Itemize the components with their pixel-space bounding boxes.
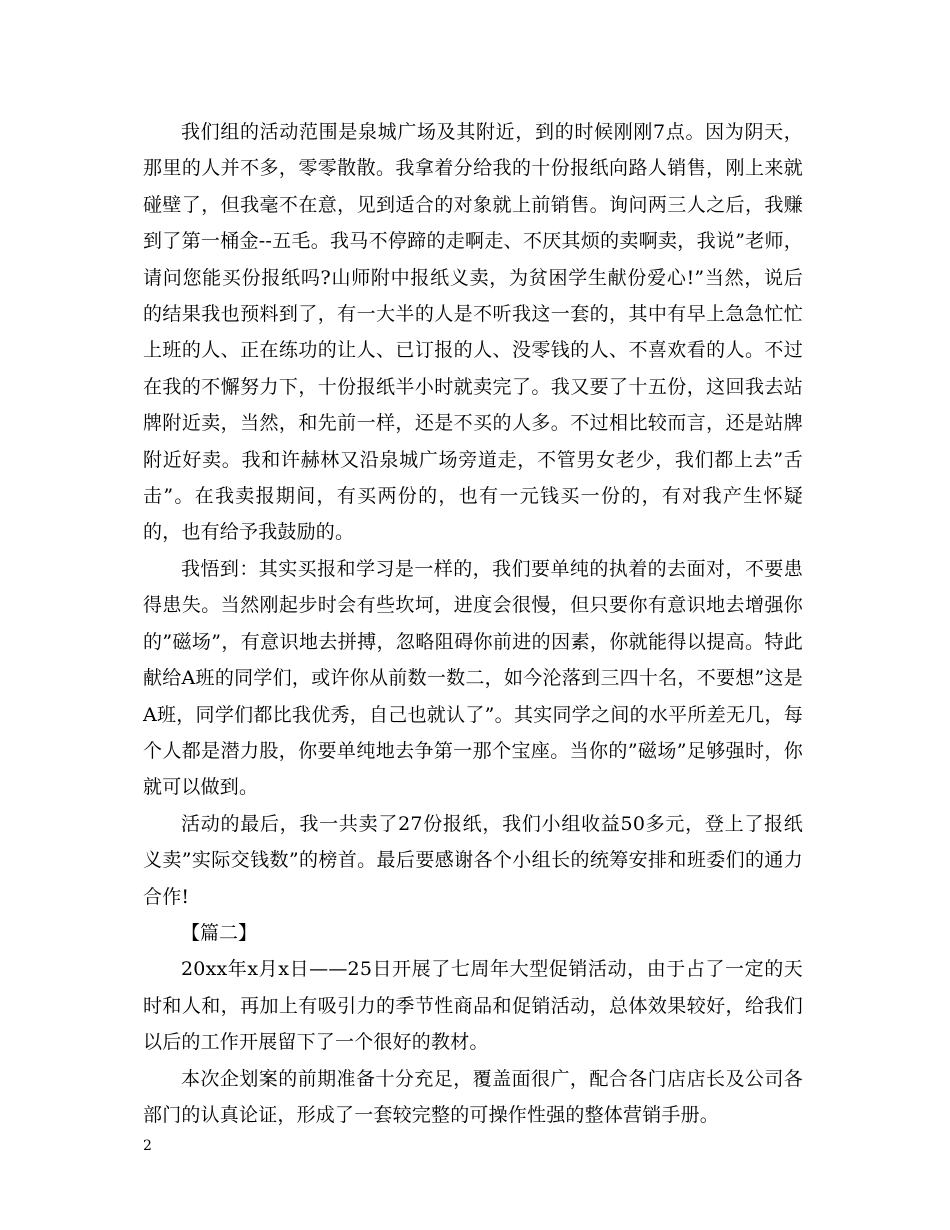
paragraph: 活动的最后，我一共卖了27份报纸，我们小组收益50多元，登上了报纸义卖”实际交钱数”的榜首。最后要感谢各个小组长的统筹安排和班委们的通力合作! xyxy=(143,812,803,908)
paragraph: 本次企划案的前期准备十分充足，覆盖面很广，配合各门店店长及公司各部门的认真论证，形成了一套较完整的可操作性强的整体营销手册。 xyxy=(143,1067,803,1126)
section-heading: 【篇二】 xyxy=(181,921,258,944)
page-number: 2 xyxy=(143,1138,152,1154)
paragraph: 我们组的活动范围是泉城广场及其附近，到的时候刚刚7点。因为阴天，那里的人并不多，零零散散。我拿着分给我的十份报纸向路人销售，刚上来就碰壁了，但我毫不在意，见到适合的对象就上前销售。询问两三人之后，我赚到了第一桶金--五毛。我马不停蹄的走啊走、不厌其烦的卖啊卖，我说”老师，请问您能买份报纸吗?山师附中报纸义卖，为贫困学生献份爱心!”当然，说后的结果我也预料到了，有一大半的人是不听我这一套的，其中有早上急急忙忙上班的人、正在练功的让人、已订报的人、没零钱的人、不喜欢看的人。不过在我的不懈努力下，十份报纸半小时就卖完了。我又要了十五份，这回我去站牌附近卖，当然，和先前一样，还是不买的人多。不过相比较而言，还是站牌附近好卖。我和许赫林又沿泉城广场旁道走，不管男女老少，我们都上去”舌击”。在我卖报期间，有买两份的，也有一元钱买一份的，有对我产生怀疑的，也有给予我鼓励的。 xyxy=(143,121,803,544)
paragraph: 20xx年x月x日——25日开展了七周年大型促销活动，由于占了一定的天时和人和，再加上有吸引力的季节性商品和促销活动，总体效果较好，给我们以后的工作开展留下了一个很好的教材。 xyxy=(143,958,803,1054)
document-body xyxy=(143,114,803,1133)
paragraph: 我悟到：其实买报和学习是一样的，我们要单纯的执着的去面对，不要患得患失。当然刚起步时会有些坎坷，进度会很慢，但只要你有意识地去增强你的”磁场”，有意识地去拼搏，忽略阻碍你前进的因素，你就能得以提高。特此献给A班的同学们，或许你从前数一数二，如今沦落到三四十名，不要想”这是A班，同学们都比我优秀，自己也就认了”。其实同学之间的水平所差无几，每个人都是潜力股，你要单纯地去争第一那个宝座。当你的”磁场”足够强时，你就可以做到。 xyxy=(143,557,803,799)
